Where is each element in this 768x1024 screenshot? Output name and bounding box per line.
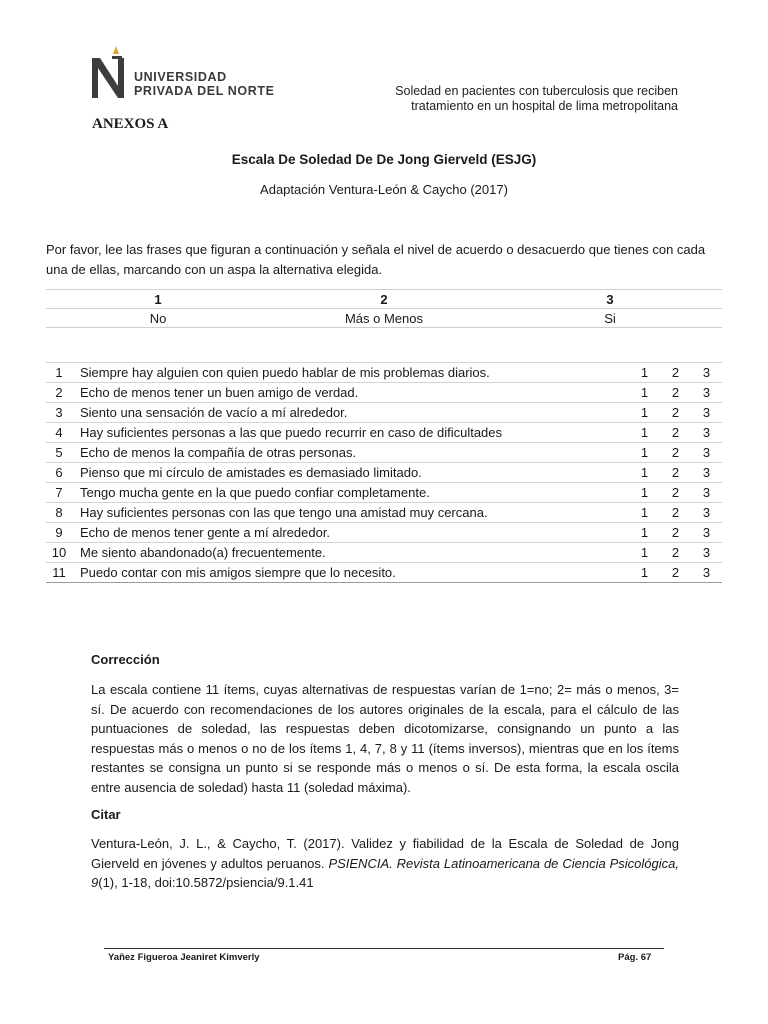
items-table-body: [46, 363, 722, 583]
item-text: Siempre hay alguien con quien puedo hablar de mis problemas diarios.: [72, 363, 629, 383]
response-option[interactable]: 2: [660, 523, 691, 543]
annex-heading: ANEXOS A: [92, 116, 169, 132]
item-text: Echo de menos la compañía de otras personas.: [72, 443, 629, 463]
item-number: 5: [46, 443, 72, 463]
response-option[interactable]: 1: [629, 503, 660, 523]
table-row: [46, 523, 722, 543]
table-row: [46, 363, 722, 383]
table-row: [46, 543, 722, 563]
response-option[interactable]: 3: [691, 543, 722, 563]
citation-paragraph: [91, 834, 679, 893]
scale-subtitle: Adaptación Ventura-León & Caycho (2017): [260, 182, 508, 197]
response-option[interactable]: 1: [629, 483, 660, 503]
response-option[interactable]: 2: [660, 463, 691, 483]
response-option[interactable]: 3: [691, 383, 722, 403]
scale-numbers-row: [46, 290, 722, 309]
scale-number: 2: [270, 290, 498, 309]
table-row: [46, 383, 722, 403]
instructions-paragraph: Por favor, lee las frases que figuran a continuación y señala el nivel de acuerdo o desacuerdo que tienes con cada una de ellas, marcando con un aspa la alternativa elegida.: [46, 242, 706, 277]
scale-labels-row: [46, 309, 722, 328]
response-option[interactable]: 2: [660, 383, 691, 403]
response-option[interactable]: 3: [691, 483, 722, 503]
footer-author: Yañez Figueroa Jeaniret Kimverly: [108, 952, 260, 963]
response-option[interactable]: 1: [629, 463, 660, 483]
item-number: 2: [46, 383, 72, 403]
footer-page-number: Pág. 67: [618, 952, 652, 963]
citation-heading: Citar: [91, 807, 121, 822]
response-option[interactable]: 2: [660, 483, 691, 503]
table-row: [46, 423, 722, 443]
item-text: Siento una sensación de vacío a mí alrededor.: [72, 403, 629, 423]
response-option[interactable]: 3: [691, 403, 722, 423]
response-option[interactable]: 2: [660, 543, 691, 563]
item-text: Hay suficientes personas con las que tengo una amistad muy cercana.: [72, 503, 629, 523]
item-number: 1: [46, 363, 72, 383]
items-table: [46, 362, 722, 583]
item-text: Puedo contar con mis amigos siempre que lo necesito.: [72, 563, 629, 583]
response-option[interactable]: 3: [691, 563, 722, 583]
response-option[interactable]: 2: [660, 563, 691, 583]
item-text: Tengo mucha gente en la que puedo confiar completamente.: [72, 483, 629, 503]
table-row: [46, 463, 722, 483]
item-text: Hay suficientes personas a las que puedo recurrir en caso de dificultades: [72, 423, 629, 443]
scale-label: Más o Menos: [270, 309, 498, 328]
scale-number: 1: [46, 290, 270, 309]
item-number: 10: [46, 543, 72, 563]
response-option[interactable]: 1: [629, 383, 660, 403]
scale-label: No: [46, 309, 270, 328]
response-option[interactable]: 3: [691, 503, 722, 523]
table-row: [46, 443, 722, 463]
item-text: Pienso que mi círculo de amistades es demasiado limitado.: [72, 463, 629, 483]
response-option[interactable]: 2: [660, 443, 691, 463]
scale-title: Escala De Soledad De De Jong Gierveld (ESJG): [231, 152, 537, 167]
response-option[interactable]: 2: [660, 403, 691, 423]
response-option[interactable]: 3: [691, 443, 722, 463]
scale-number: 3: [498, 290, 722, 309]
item-text: Echo de menos tener gente a mí alrededor.: [72, 523, 629, 543]
header-running-title: [395, 84, 678, 114]
response-option[interactable]: 1: [629, 403, 660, 423]
response-option[interactable]: 1: [629, 523, 660, 543]
logo-line2: PRIVADA DEL NORTE: [134, 84, 275, 98]
response-option[interactable]: 1: [629, 363, 660, 383]
correction-paragraph: La escala contiene 11 ítems, cuyas alternativas de respuestas varían de 1=no; 2= más o menos, 3= sí. De acuerdo con recomendaciones de los autores originales de la escala, para el cálculo de las puntuaciones de soledad, las respuestas deben dicotomizarse, consignando un punto a las respuestas más o menos o no de los ítems 1, 4, 7, 8 y 11 (ítems inversos), mientras que en los ítems restantes se consigna un punto si se responde más o menos o sí. De esta forma, la escala oscila entre ausencia de soledad) hasta 11 (soledad máxima).: [91, 682, 679, 795]
response-option[interactable]: 1: [629, 543, 660, 563]
response-option[interactable]: 2: [660, 503, 691, 523]
table-row: [46, 503, 722, 523]
item-number: 4: [46, 423, 72, 443]
logo-text: [134, 70, 275, 98]
response-option[interactable]: 1: [629, 423, 660, 443]
response-option[interactable]: 3: [691, 423, 722, 443]
unp-logo-icon: [88, 44, 134, 102]
footer-divider: [104, 948, 664, 949]
item-number: 6: [46, 463, 72, 483]
item-number: 3: [46, 403, 72, 423]
correction-heading: Corrección: [91, 652, 160, 667]
logo-line1: UNIVERSIDAD: [134, 70, 227, 84]
item-text: Echo de menos tener un buen amigo de verdad.: [72, 383, 629, 403]
response-option[interactable]: 1: [629, 563, 660, 583]
item-number: 8: [46, 503, 72, 523]
item-number: 11: [46, 563, 72, 583]
scale-label: Si: [498, 309, 722, 328]
citation-authors: Ventura-León, J. L., & Caycho, T. (2017). Validez y fiabilidad de la Escala de Soledad de Jong Gierveld en jóvenes y adultos peruanos.: [91, 836, 679, 871]
header-line1: Soledad en pacientes con tuberculosis que reciben: [395, 84, 678, 98]
response-option[interactable]: 3: [691, 463, 722, 483]
header-line2: tratamiento en un hospital de lima metropolitana: [411, 99, 678, 113]
response-option[interactable]: 1: [629, 443, 660, 463]
response-option[interactable]: 3: [691, 363, 722, 383]
citation-journal: PSIENCIA. Revista Latinoamericana de Ciencia Psicológica, 9: [91, 855, 679, 890]
response-option[interactable]: 3: [691, 523, 722, 543]
citation-details: (1), 1-18, doi:10.5872/psiencia/9.1.41: [98, 875, 314, 890]
item-number: 7: [46, 483, 72, 503]
table-row: [46, 403, 722, 423]
response-scale-table: [46, 289, 722, 328]
table-row: [46, 563, 722, 583]
table-row: [46, 483, 722, 503]
response-option[interactable]: 2: [660, 423, 691, 443]
response-option[interactable]: 2: [660, 363, 691, 383]
item-number: 9: [46, 523, 72, 543]
item-text: Me siento abandonado(a) frecuentemente.: [72, 543, 629, 563]
